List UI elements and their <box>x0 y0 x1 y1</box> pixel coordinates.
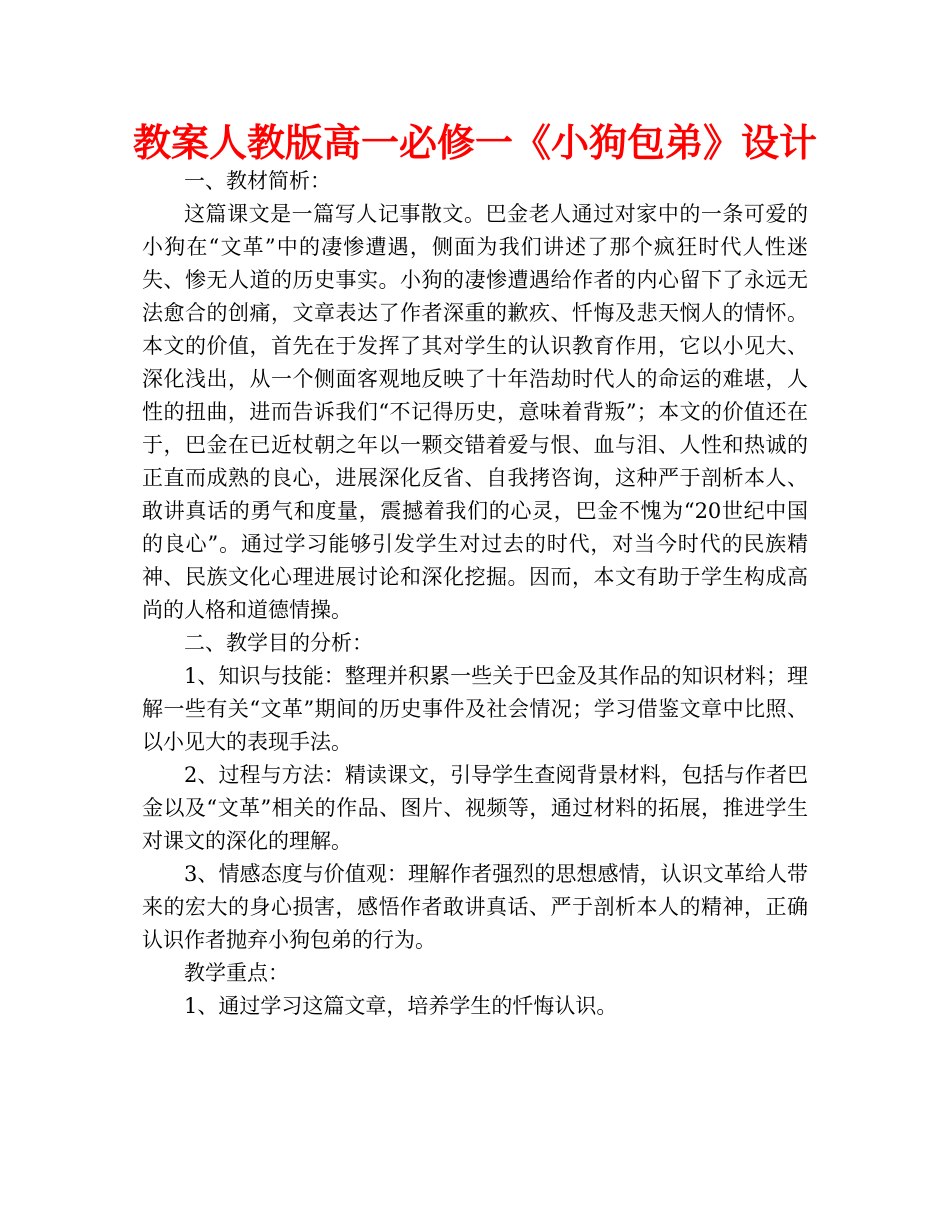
section-heading-textbook-analysis: 一、教材简析： <box>184 169 331 193</box>
document-title: 教案人教版高一必修一《小狗包弟》设计 <box>132 121 817 165</box>
section-heading-teaching-objectives: 二、教学目的分析： <box>184 631 373 655</box>
paragraph-objective-knowledge: 1、知识与技能：整理并积累一些关于巴金及其作品的知识材料；理解一些有关“文革”期间的历史事件及社会情况；学习借鉴文章中比照、以小见大的表现手法。 <box>142 664 808 754</box>
paragraph-objective-emotion: 3、情感态度与价值观：理解作者强烈的思想感情，认识文革给人带来的宏大的身心损害，感悟作者敢讲真话、严于剖析本人的精神，正确认识作者抛弃小狗包弟的行为。 <box>142 862 808 952</box>
paragraph-objective-process: 2、过程与方法：精读课文，引导学生查阅背景材料，包括与作者巴金以及“文革”相关的作品、图片、视频等，通过材料的拓展，推进学生对课文的深化的理解。 <box>142 763 808 853</box>
paragraph-focus-1: 1、通过学习这篇文章，培养学生的忏悔认识。 <box>184 994 618 1018</box>
paragraph-textbook-analysis: 这篇课文是一篇写人记事散文。巴金老人通过对家中的一条可爱的小狗在“文革”中的凄惨遭遇，侧面为我们讲述了那个疯狂时代人性迷失、惨无人道的历史事实。小狗的凄惨遭遇给作者的内心留下了永远无法愈合的创痛，文章表达了作者深重的歉疚、忏悔及悲天悯人的情怀。本文的价值，首先在于发挥了其对学生的认识教育作用，它以小见大、深化浅出，从一个侧面客观地反映了十年浩劫时代人的命运的难堪，人性的扭曲，进而告诉我们“不记得历史，意味着背叛”；本文的价值还在于，巴金在已近杖朝之年以一颗交错着爱与恨、血与泪、人性和热诚的正直而成熟的良心，进展深化反省、自我拷咨询，这种严于剖析本人、敢讲真话的勇气和度量，震撼着我们的心灵，巴金不愧为“20世纪中国的良心”。通过学习能够引发学生对过去的时代，对当今时代的民族精神、民族文化心理进展讨论和深化挖掘。因而，本文有助于学生构成高尚的人格和道德情操。 <box>142 202 808 622</box>
section-heading-teaching-focus: 教学重点： <box>184 961 289 985</box>
document-body <box>142 165 808 1023</box>
